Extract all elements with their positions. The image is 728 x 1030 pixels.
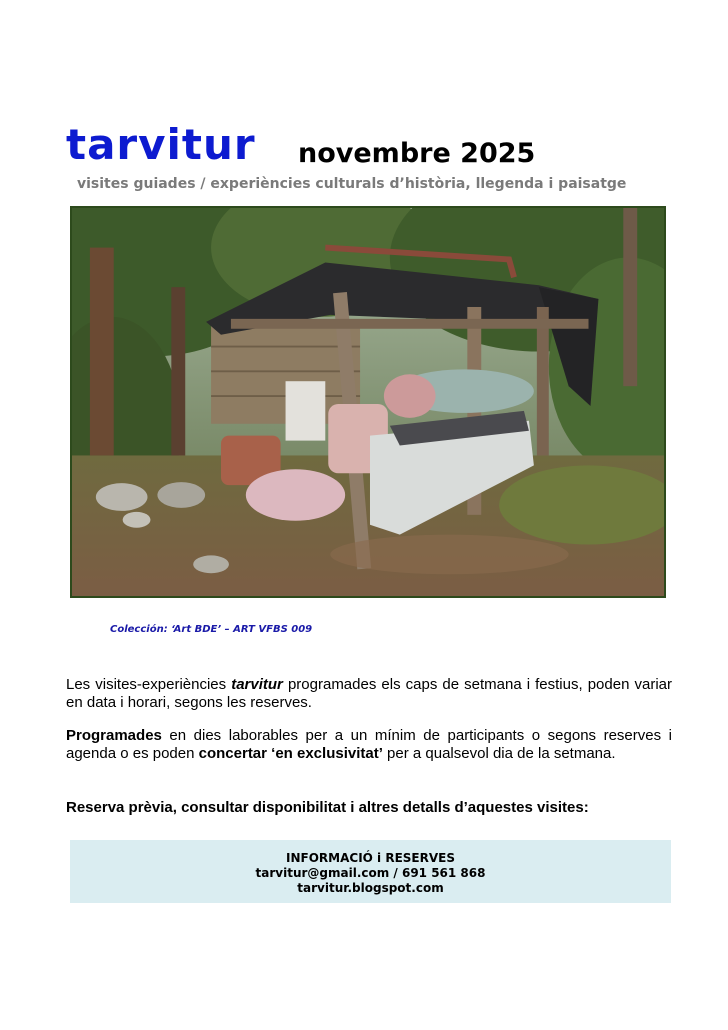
paragraph-weekdays xyxy=(66,727,672,763)
info-contact[interactable]: tarvitur@gmail.com / 691 561 868 xyxy=(255,866,486,880)
info-web[interactable]: tarvitur.blogspot.com xyxy=(297,881,444,895)
tagline: visites guiades / experiències culturals d’història, llegenda i paisatge xyxy=(77,176,627,192)
p2-bold-a: Programades xyxy=(66,727,162,744)
paragraph-booking: Reserva prèvia, consultar disponibilitat i altres detalls d’aquestes visites: xyxy=(66,799,589,816)
p2-bold-c: concertar ‘en exclusivitat’ xyxy=(198,745,383,762)
p2-text-b: en dies laborables per a un mínim de participants o segons reserves i agenda o es poden xyxy=(66,727,672,762)
paragraph-schedule xyxy=(66,676,672,712)
photo-illustration xyxy=(72,208,664,596)
p1-brand: tarvitur xyxy=(231,676,283,693)
brand-title: tarvitur xyxy=(66,120,256,169)
issue-month: novembre 2025 xyxy=(298,138,536,169)
photo-caption: Colección: ‘Art BDE’ – ART VFBS 009 xyxy=(110,624,313,635)
p1-text-a: Les visites-experiències xyxy=(66,676,232,693)
featured-photo xyxy=(70,206,666,598)
info-title: INFORMACIÓ i RESERVES xyxy=(286,851,455,865)
p2-text-d: per a qualsevol dia de la setmana. xyxy=(382,745,616,762)
p1-text-b: programades els caps de setmana i festius, poden variar en data i horari, segons les reserves. xyxy=(66,676,672,711)
info-box xyxy=(70,840,671,903)
